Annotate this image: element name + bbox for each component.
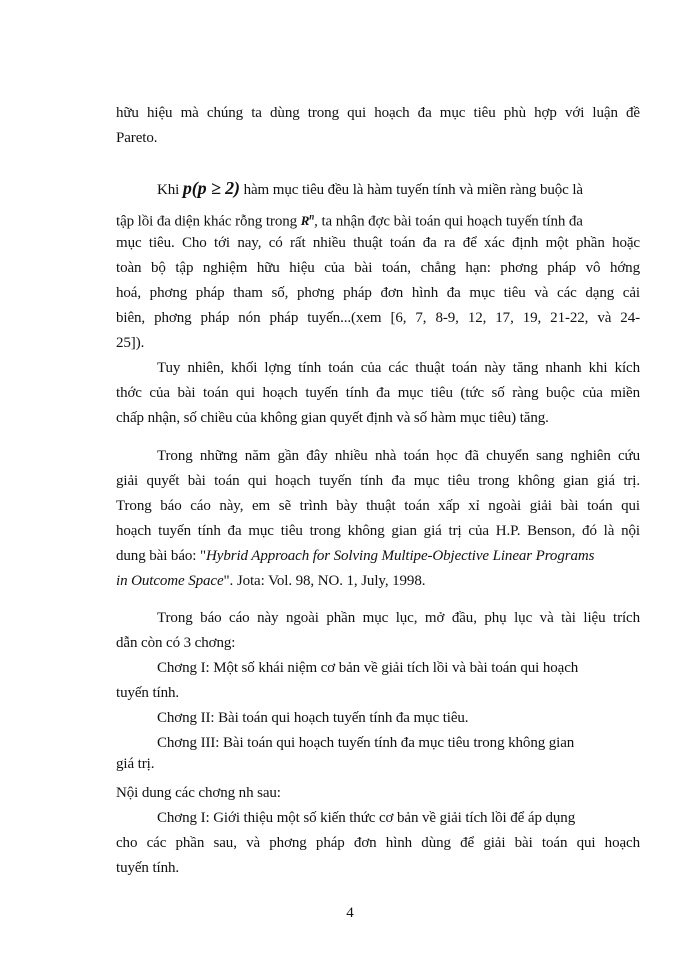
text-span: : Bài toán qui hoạch tuyến tính đa mục tiêu. <box>210 710 469 726</box>
text-span: ". Jota: Vol. 98, NO. 1, July, 1998. <box>223 573 426 589</box>
chapter-line <box>157 808 640 828</box>
text-line: mục tiêu. Cho tới nay, có rất nhiều thuật toán đa ra để xác định một phần hoặc <box>116 235 640 251</box>
text-line: Trong báo cáo này ngoài phần mục lục, mở đầu, phụ lục và tài liệu trích <box>157 610 640 626</box>
chapter-label: Chơng II <box>157 710 211 726</box>
chapter-label: Chơng III <box>157 735 216 751</box>
text-line: dẫn còn có 3 chơng: <box>116 635 236 651</box>
chapter-line <box>157 708 640 728</box>
chapter-line <box>157 658 640 678</box>
text-line: biên, phơng pháp nón pháp tuyến...(xem [6, 7, 8-9, 12, 17, 19, 21-22, và 24- <box>116 310 640 326</box>
text-span: : Một số khái niệm cơ bản về giải tích lồi và bài toán qui hoạch <box>205 660 579 676</box>
text-span: tập lồi đa diện khác rỗng trong <box>116 213 298 230</box>
text-line: Tuy nhiên, khối lợng tính toán của các thuật toán này tăng nhanh khi kích <box>157 360 640 376</box>
text-line: tuyến tính. <box>116 685 180 701</box>
math-expression: $R^n$ <box>300 212 315 229</box>
paper-title: in Outcome Space <box>116 573 224 589</box>
text-line: chấp nhận, số chiều của không gian quyết định và số hàm mục tiêu) tăng. <box>116 410 549 426</box>
text-line: Trong báo cáo này, em sẽ trình bày thuật toán xấp xỉ ngoài giải bài toán qui <box>116 498 640 514</box>
text-span: dung bài báo: " <box>116 548 207 564</box>
paragraph-line <box>157 178 640 200</box>
text-line: cho các phần sau, và phơng pháp đơn hình dùng để giải bài toán qui hoạch <box>116 835 640 851</box>
text-span: : Giới thiệu một số kiến thức cơ bản về giải tích lồi để áp dụng <box>205 810 576 826</box>
text-line: giá trị. <box>116 756 155 772</box>
chapter-label: Chơng I <box>157 810 206 826</box>
paragraph-line <box>116 546 640 566</box>
text-line: hoá, phơng pháp tham số, phơng pháp đơn hình đa mục tiêu và các dạng cải <box>116 285 640 301</box>
math-expression: p(p ≥ 2) <box>182 178 240 198</box>
text-span: : Bài toán qui hoạch tuyến tính đa mục tiêu trong không gian <box>215 735 575 751</box>
paragraph-line <box>116 207 640 231</box>
paragraph-line <box>116 571 640 591</box>
chapter-line <box>157 733 640 753</box>
text-line: thớc của bài toán qui hoạch tuyến tính đa mục tiêu (tức số ràng buộc của miền <box>116 385 640 401</box>
text-line: giải quyết bài toán qui hoạch tuyến tính đa mục tiêu trong không gian giá trị. <box>116 473 640 489</box>
text-line: hữu hiệu mà chúng ta dùng trong qui hoạch đa mục tiêu phù hợp với luận đề <box>116 105 640 121</box>
text-span: hàm mục tiêu đều là hàm tuyến tính và miền ràng buộc là <box>243 182 583 198</box>
paper-title: Hybrid Approach for Solving Multipe-Objective Linear Programs <box>206 548 595 564</box>
text-line: Trong những năm gần đây nhiều nhà toán học đã chuyển sang nghiên cứu <box>157 448 640 464</box>
page-number: 4 <box>346 905 354 921</box>
text-line: tuyến tính. <box>116 860 180 876</box>
text-line: Pareto. <box>116 130 158 146</box>
text-line: 25]). <box>116 335 145 351</box>
text-span: Khi <box>157 182 180 198</box>
text-line: hoạch tuyến tính đa mục tiêu trong không gian giá trị của H.P. Benson, đó là nội <box>116 523 640 539</box>
chapter-label: Chơng I <box>157 660 206 676</box>
text-line: Nội dung các chơng nh sau: <box>116 785 281 801</box>
text-span: , ta nhận đợc bài toán qui hoạch tuyến tính đa <box>314 213 583 230</box>
text-line: toàn bộ tập nghiệm hữu hiệu của bài toán, chẳng hạn: phơng pháp vô hớng <box>116 260 640 276</box>
